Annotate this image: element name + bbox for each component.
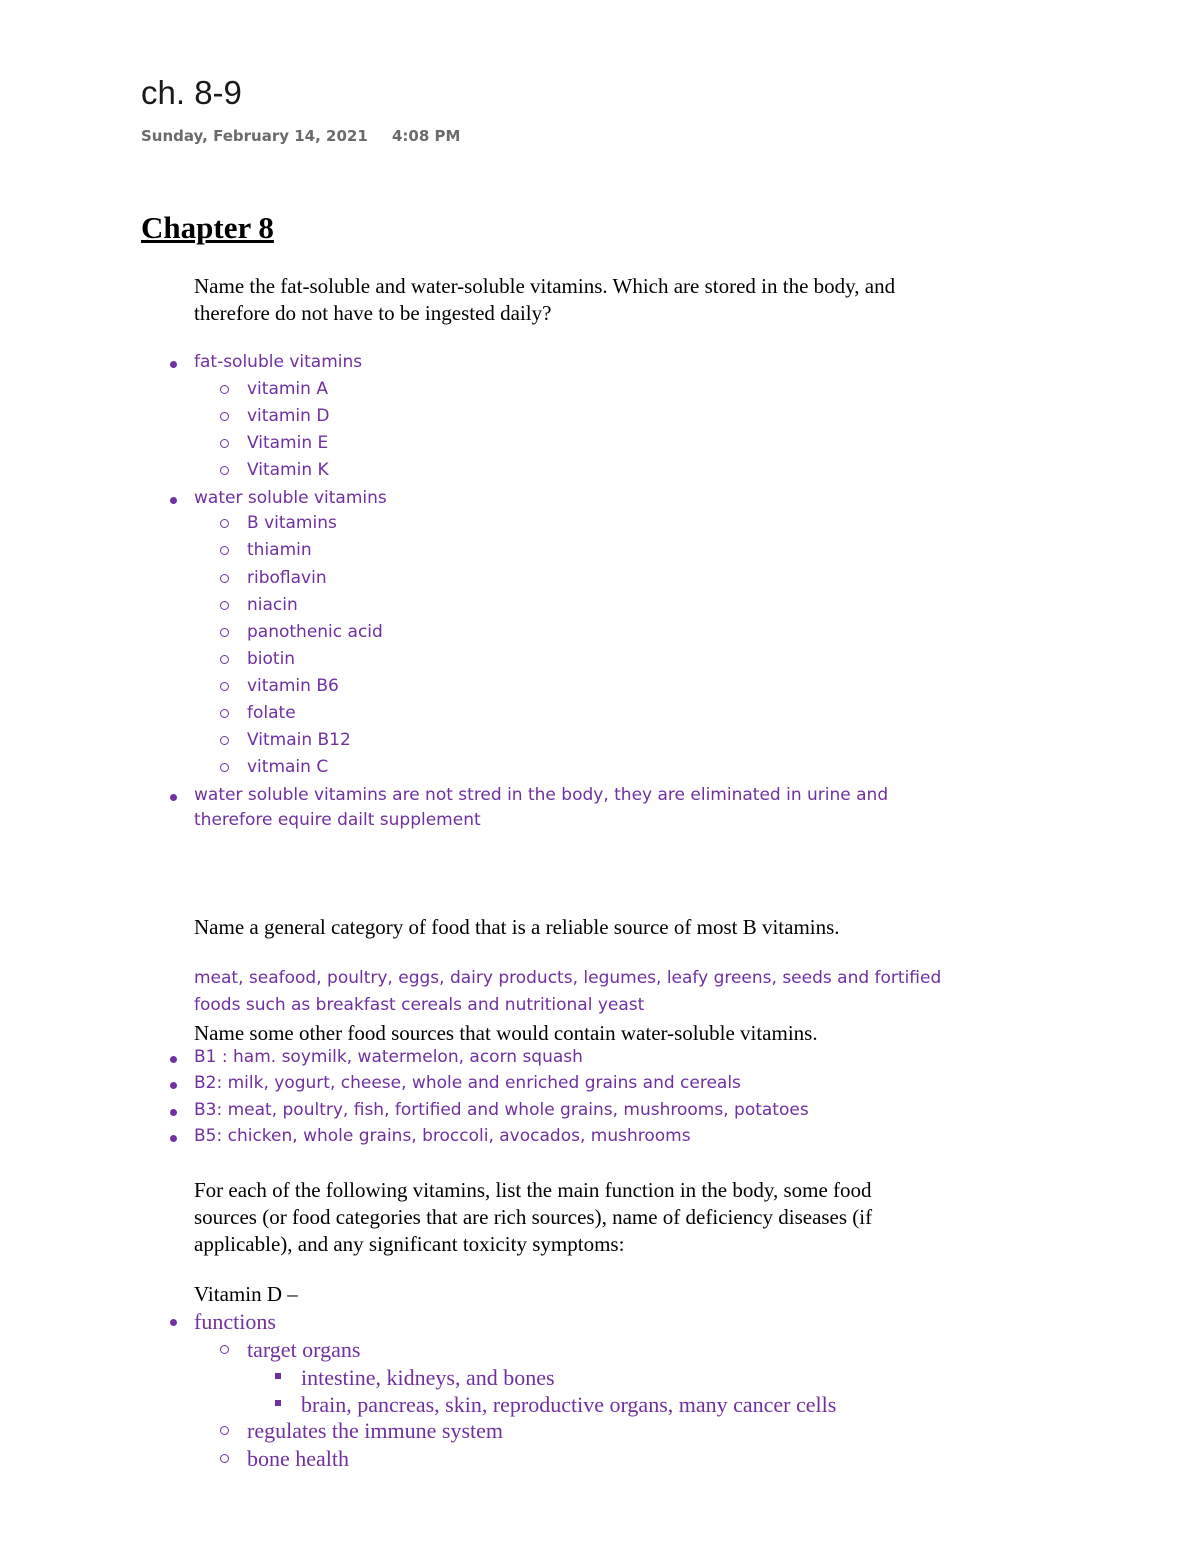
bullet-circle [220,655,229,664]
function-item: regulates the immune system [247,1418,503,1443]
answer-2-line-2: foods such as breakfast cereals and nutritional yeast [194,995,645,1015]
fat-vitamin-item: vitamin D [247,406,330,426]
water-vitamin-item: riboflavin [247,568,327,588]
water-vitamin-item: folate [247,703,296,723]
fat-soluble-label: fat-soluble vitamins [194,352,363,372]
food-source-item: B5: chicken, whole grains, broccoli, avocados, mushrooms [194,1126,691,1146]
bullet-dot [170,361,177,368]
storage-note-line-1: water soluble vitamins are not stred in the body, they are eliminated in urine and [194,785,889,805]
question-1-line-1: Name the fat-soluble and water-soluble vitamins. Which are stored in the body, and [194,274,896,298]
fat-vitamin-item: Vitamin K [247,460,329,480]
fat-vitamin-item: Vitamin E [247,433,329,453]
functions-label: functions [194,1309,276,1334]
bullet-circle [220,412,229,421]
question-4-line-1: For each of the following vitamins, list the main function in the body, some food [194,1178,872,1202]
water-vitamin-item: vitamin B6 [247,676,339,696]
bullet-circle [220,763,229,772]
bullet-dot [170,1109,177,1116]
bullet-circle [220,601,229,610]
bullet-circle [220,385,229,394]
water-vitamin-item: B vitamins [247,513,337,533]
function-item: bone health [247,1446,350,1471]
water-vitamin-item: Vitmain B12 [247,730,351,750]
question-4-line-2: sources (or food categories that are rich sources), name of deficiency diseases (if [194,1205,873,1229]
answer-2-line-1: meat, seafood, poultry, eggs, dairy products, legumes, leafy greens, seeds and fortified [194,968,942,988]
bullet-circle [220,546,229,555]
page-title: ch. 8-9 [141,74,242,111]
bullet-square [275,1400,281,1406]
bullet-circle [220,1345,229,1354]
water-vitamin-item: vitmain C [247,757,329,777]
water-vitamin-item: thiamin [247,540,312,560]
water-vitamin-item: biotin [247,649,296,669]
vitamin-d-label: Vitamin D – [194,1282,298,1306]
target-organ-item: intestine, kidneys, and bones [301,1365,555,1390]
bullet-dot [170,1056,177,1063]
bullet-dot [170,794,177,801]
question-4-line-3: applicable), and any significant toxicity symptoms: [194,1232,625,1256]
page-time: 4:08 PM [392,127,461,145]
bullet-circle [220,628,229,637]
fat-vitamin-item: vitamin A [247,379,328,399]
water-soluble-label: water soluble vitamins [194,488,387,508]
target-organs-label: target organs [247,1337,361,1362]
food-source-item: B3: meat, poultry, fish, fortified and whole grains, mushrooms, potatoes [194,1100,809,1120]
storage-note-line-2: therefore equire dailt supplement [194,810,481,830]
page-date: Sunday, February 14, 2021 [141,127,368,145]
question-4 [194,1177,994,1258]
bullet-circle [220,439,229,448]
bullet-circle [220,466,229,475]
food-source-item: B1 : ham. soymilk, watermelon, acorn squash [194,1047,583,1067]
chapter-heading: Chapter 8 [141,210,274,245]
bullet-dot [170,497,177,504]
question-2: Name a general category of food that is a reliable source of most B vitamins. [194,915,840,939]
bullet-circle [220,682,229,691]
question-3: Name some other food sources that would contain water-soluble vitamins. [194,1021,818,1045]
food-source-item: B2: milk, yogurt, cheese, whole and enriched grains and cereals [194,1073,741,1093]
question-1 [194,273,994,327]
bullet-circle [220,519,229,528]
bullet-dot [170,1135,177,1142]
bullet-circle [220,574,229,583]
bullet-circle [220,1454,229,1463]
water-vitamin-item: niacin [247,595,298,615]
bullet-circle [220,736,229,745]
bullet-dot [170,1082,177,1089]
target-organ-item: brain, pancreas, skin, reproductive organs, many cancer cells [301,1392,837,1417]
bullet-circle [220,1426,229,1435]
bullet-dot [170,1319,177,1326]
bullet-square [275,1373,281,1379]
question-1-line-2: therefore do not have to be ingested daily? [194,301,552,325]
bullet-circle [220,709,229,718]
water-vitamin-item: panothenic acid [247,622,383,642]
